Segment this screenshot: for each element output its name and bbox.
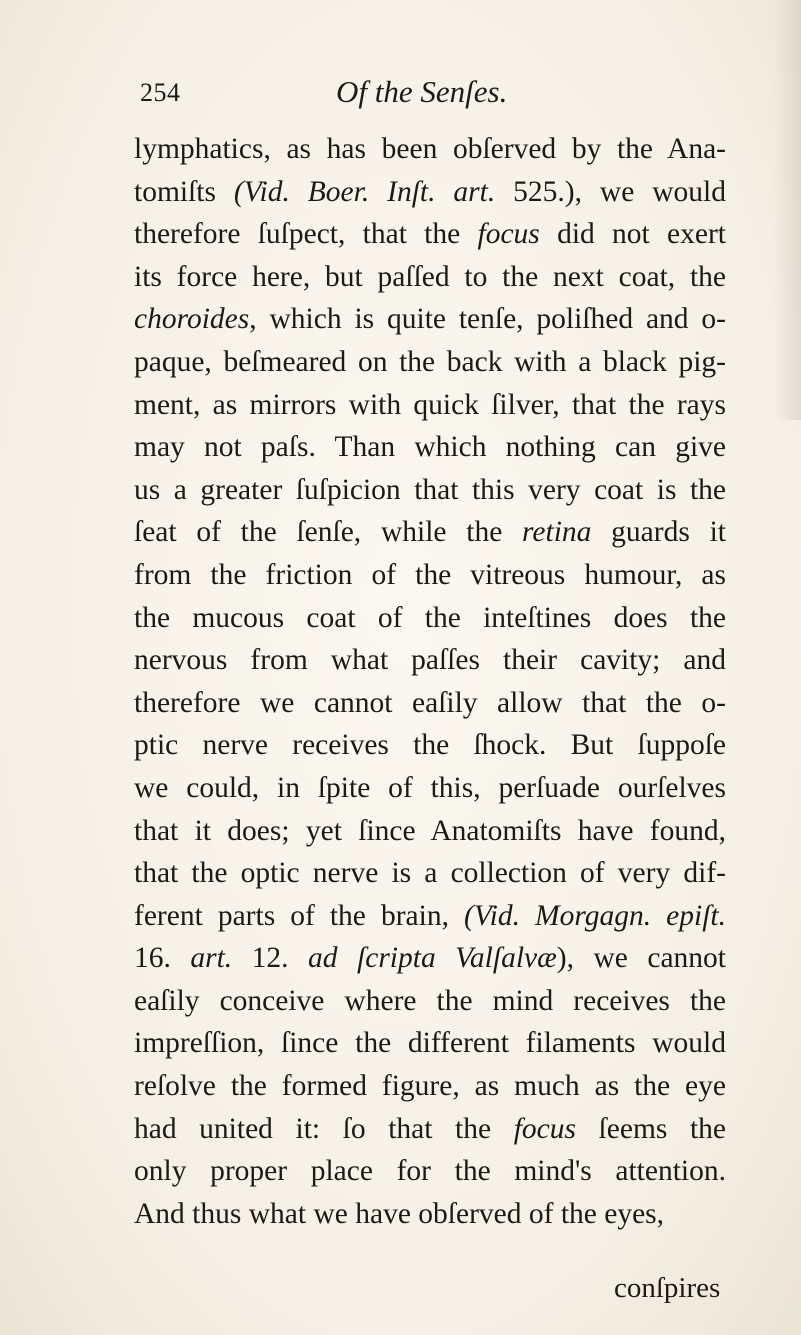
text-line <box>134 682 726 725</box>
text-segment: 525.), we would <box>495 175 726 208</box>
text-line <box>134 554 726 597</box>
page-number: 254 <box>140 78 181 107</box>
text-line <box>134 724 726 767</box>
italic-text: (Vid. Boer. Inſt. art. <box>233 175 496 208</box>
text-segment: its force here, but paſſed to the next coat, the <box>134 260 726 293</box>
text-segment: 12. <box>232 942 309 975</box>
text-segment: ptic nerve receives the ſhock. But ſuppoſe <box>134 729 726 762</box>
text-line <box>134 980 726 1023</box>
text-line <box>134 937 726 980</box>
text-line <box>134 895 726 938</box>
text-segment: paque, beſmeared on the back with a black pig- <box>134 345 726 378</box>
text-line <box>134 469 726 512</box>
italic-text: retina <box>522 516 592 549</box>
body-text <box>134 128 726 1235</box>
text-line <box>134 1108 726 1151</box>
italic-text: (Vid. Morgagn. epiſt. <box>464 899 726 932</box>
catchword: conſpires <box>614 1272 721 1304</box>
text-line <box>134 384 726 427</box>
text-segment: And thus what we have obſerved of the eyes, <box>134 1197 665 1230</box>
text-segment: 16. <box>134 942 191 975</box>
page-edge-shadow <box>773 0 801 420</box>
text-line <box>134 213 726 256</box>
page-header <box>140 72 700 112</box>
text-line <box>134 171 726 214</box>
text-segment: lymphatics, as has been obſerved by the Ana- <box>134 133 726 165</box>
text-segment: ferent parts of the brain, <box>134 899 465 932</box>
italic-text: choroides <box>134 303 250 336</box>
text-segment: did not exert <box>539 218 726 251</box>
italic-text: focus <box>477 218 540 251</box>
italic-text: ad ſcripta Valſalvæ <box>308 942 557 975</box>
text-line <box>134 511 726 554</box>
text-segment: ſeems the <box>575 1112 726 1145</box>
text-segment: that it does; yet ſince Anatomiſts have found, <box>134 814 726 847</box>
text-line <box>134 1193 726 1236</box>
italic-text: art. <box>190 942 233 975</box>
text-line <box>134 1065 726 1108</box>
text-line <box>134 1150 726 1193</box>
text-segment: guards it <box>591 516 726 549</box>
text-segment: ſeat of the ſenſe, while the <box>134 516 523 549</box>
text-line <box>134 298 726 341</box>
text-line <box>134 128 726 171</box>
text-segment: impreſſion, ſince the different filaments would <box>134 1027 726 1060</box>
text-line <box>134 597 726 640</box>
text-segment: tomiſts <box>134 175 234 208</box>
text-line <box>134 256 726 299</box>
text-segment: ment, as mirrors with quick ſilver, that the rays <box>134 388 726 421</box>
text-segment: only proper place for the mind's attention. <box>134 1155 726 1188</box>
text-line <box>134 341 726 384</box>
text-line <box>134 810 726 853</box>
text-segment: us a greater ſuſpicion that this very coat is the <box>134 473 726 506</box>
text-segment: from the friction of the vitreous humour, as <box>134 558 726 591</box>
text-line <box>134 1022 726 1065</box>
text-line <box>134 426 726 469</box>
text-line <box>134 852 726 895</box>
text-segment: had united it: ſo that the <box>134 1112 514 1145</box>
text-segment: the mucous coat of the inteſtines does the <box>134 601 726 634</box>
text-line <box>134 767 726 810</box>
text-segment: , which is quite tenſe, poliſhed and o- <box>249 303 726 336</box>
running-head: Of the Senſes. <box>336 74 508 109</box>
text-segment: ), we cannot <box>556 942 727 975</box>
text-segment: therefore ſuſpect, that the <box>134 218 478 251</box>
text-segment: reſolve the formed figure, as much as the eye <box>134 1070 726 1103</box>
text-segment: eaſily conceive where the mind receives the <box>134 984 726 1017</box>
text-segment: may not paſs. Than which nothing can give <box>134 431 726 464</box>
text-segment: nervous from what paſſes their cavity; and <box>134 644 726 677</box>
text-segment: that the optic nerve is a collection of very dif- <box>134 857 726 890</box>
text-segment: therefore we cannot eaſily allow that the o- <box>134 686 726 719</box>
text-line <box>134 639 726 682</box>
italic-text: focus <box>513 1112 576 1145</box>
text-segment: we could, in ſpite of this, perſuade ourſelves <box>134 771 726 804</box>
